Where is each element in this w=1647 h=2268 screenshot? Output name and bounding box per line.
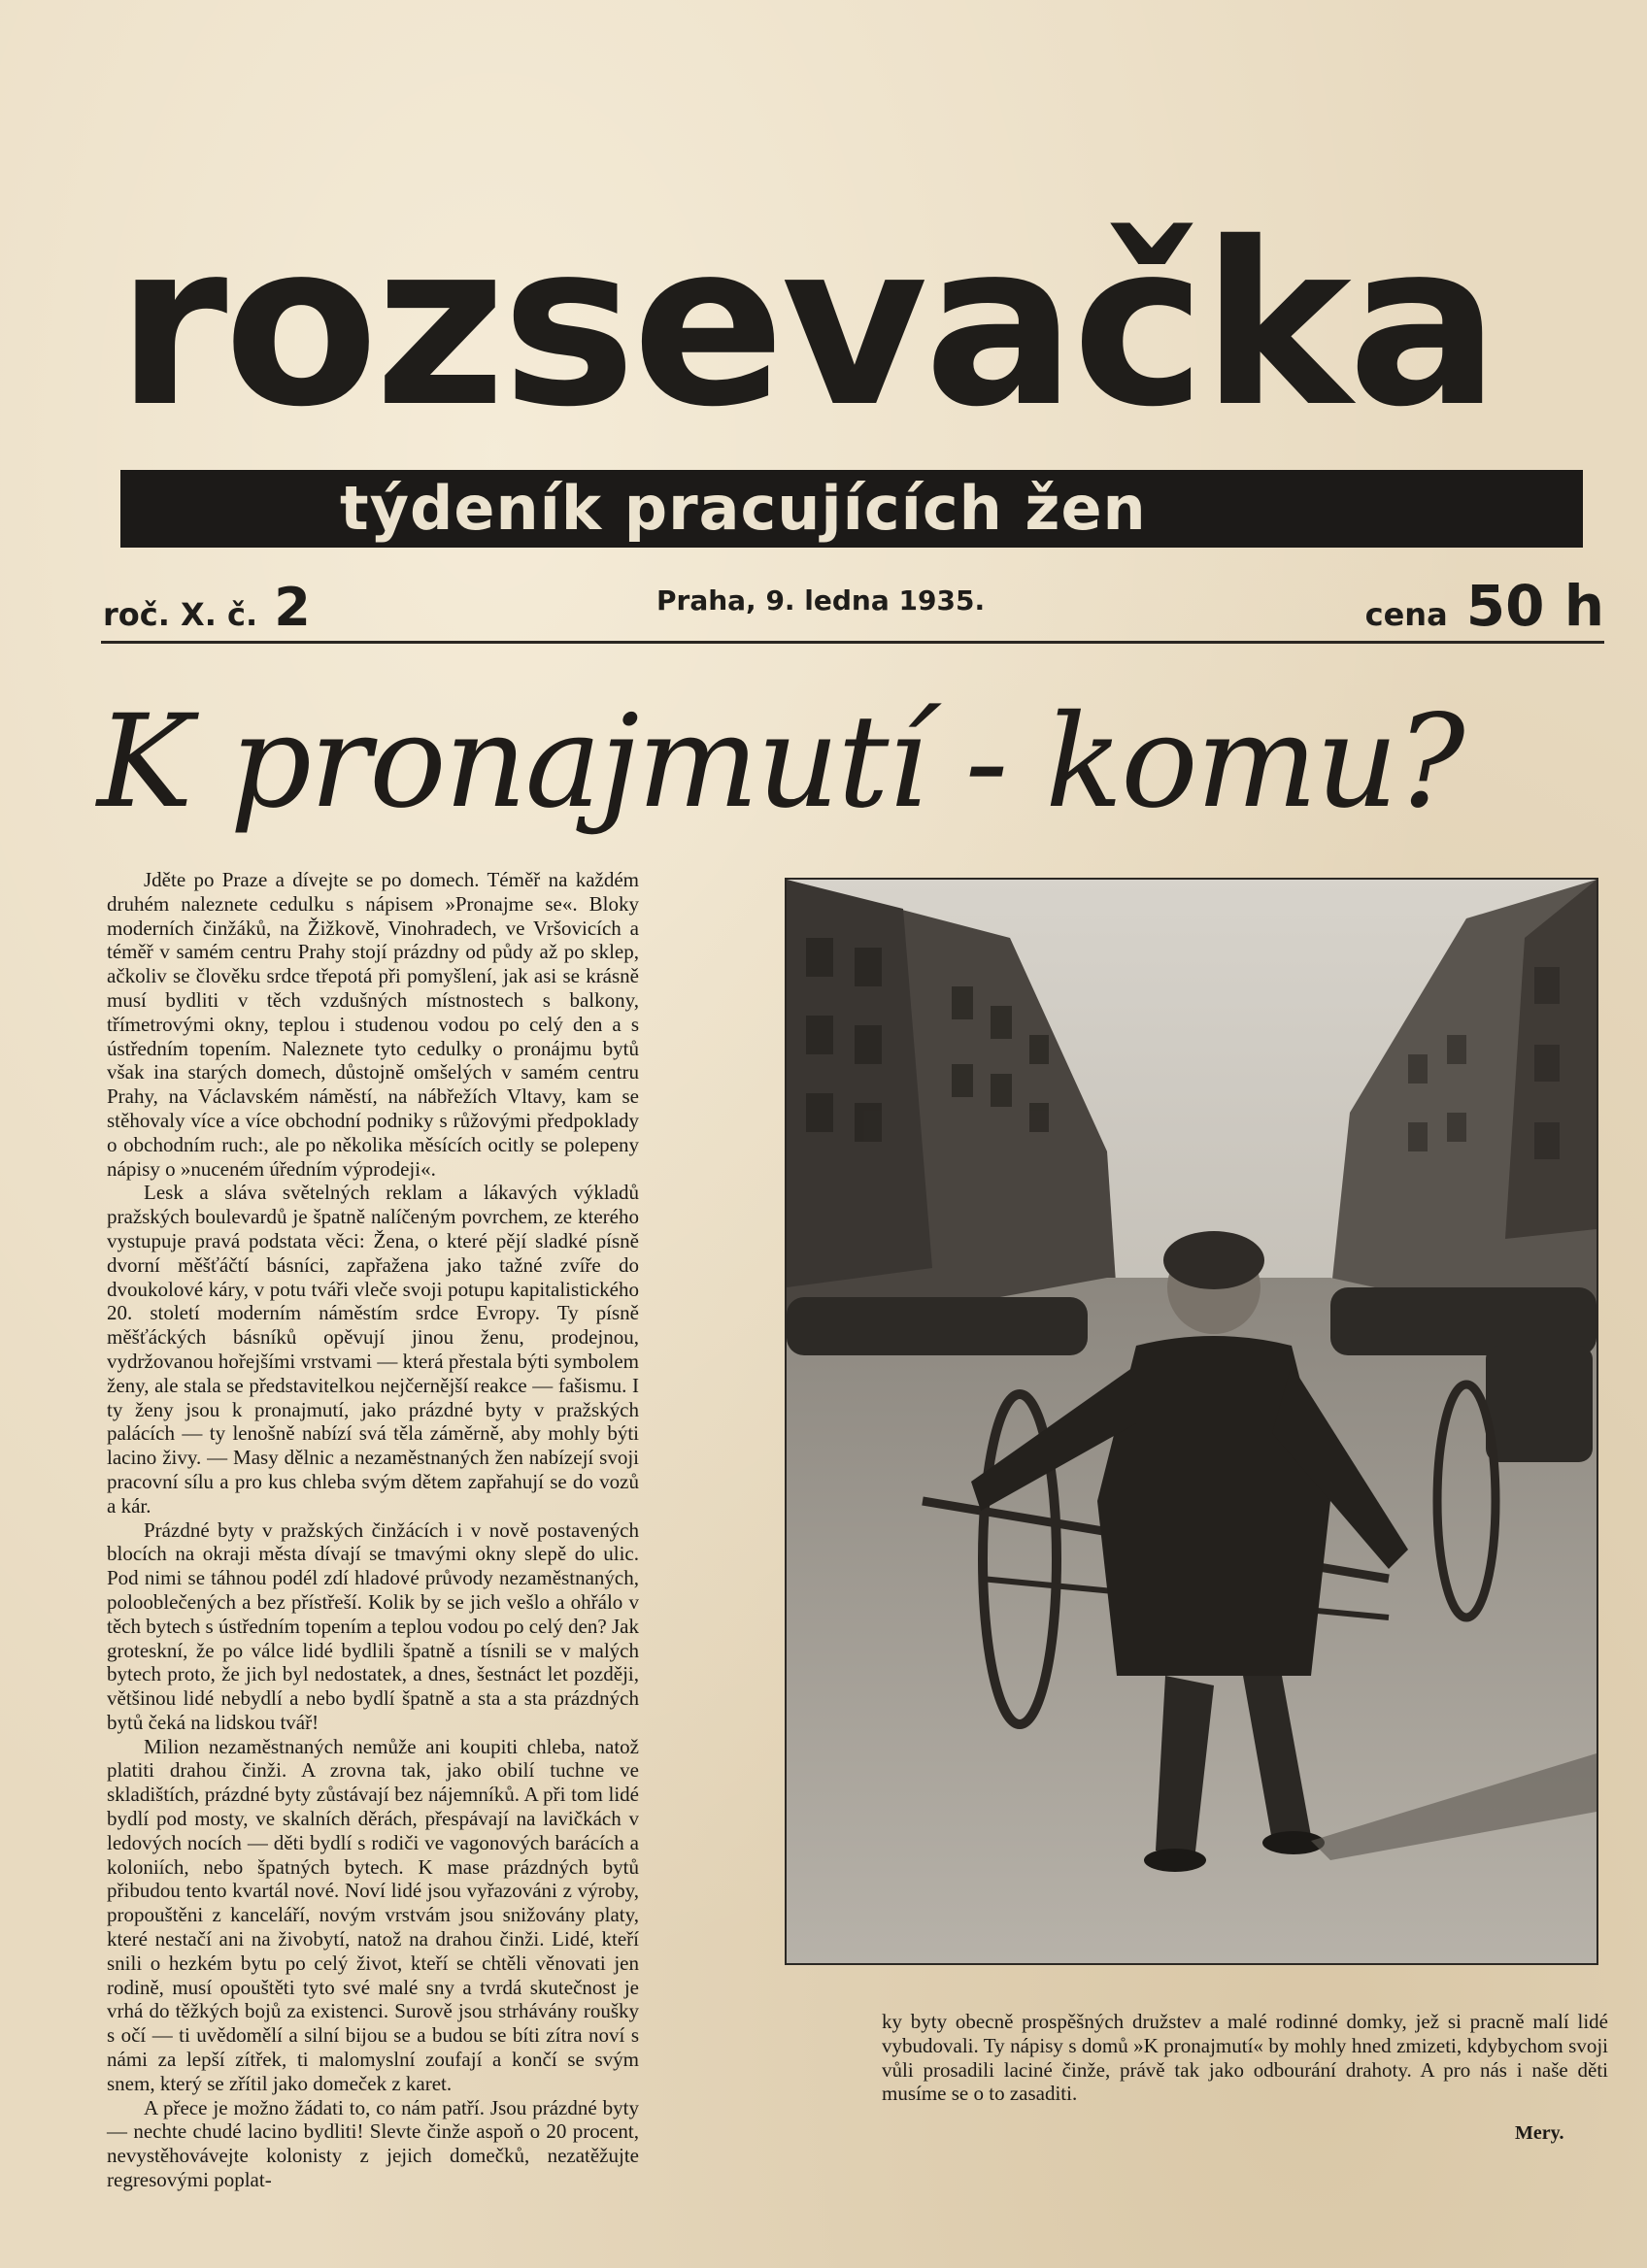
price-label: cena (1364, 596, 1448, 633)
article-paragraph: Lesk a sláva světelných reklam a lákavých výkladů pražských boulevardů je špatně nalíčeným povrchem, ze kterého vystupuje pravá podstata věci: Žena, o které pějí sladké písně dvorní měšťáčtí básníci, zapřažena jako tažné zvíře do dvoukolové káry, v potu tváři vleče svoji potupu kapitalistického 20. století moderním náměstím srdce Evropy. Ty písně měšťáckých básníků opěvují jinou ženu, prodejnou, vydržovanou hořejšími vrstvami — která přestala býti symbolem ženy, ale stala se představitelkou nejčernější reakce — fašismu. I ty ženy jsou k pronajmutí, jako prázdné byty v pražských palácích — ty lenošně nabízí svá těla záměrně, aby mohly býti lacino živy. — Masy dělnic a nezaměstnaných žen nabízejí svoji pracovní sílu a pro kus chleba svým dětem zapřahují se do vozů a kár. (107, 1181, 639, 1518)
article-paragraph: Milion nezaměstnaných nemůže ani koupiti chleba, natož platiti drahou činži. A zrovna tak, jako obilí tuchne ve skladištích, prázdné byty zůstávají bez nájemníků. A při tom lidé bydlí pod mosty, ve skalních děrách, přespávají na lavičkách v ledových nocích — děti bydlí s rodiči ve vagonových barácích a koloniích, nebo špatných bytech. K mase prázdných bytů přibudou tento kvartál nové. Noví lidé jsou vyřazováni z výroby, propouštěni z kanceláří, novým vrstvám jsou snižovány platy, které nestačí ani na živobytí, natož na drahou činži. Lidé, kteří snili o hezkém bytu po celý život, kteří se chtěli věnovati jen rodině, musí opouštěti tyto své malé sny a tvrdá skutečnost je vrhá do těžkých bojů za existenci. Surově jsou strhávány roušky s očí — ti uvědomělí a silní bijou se a budou se bíti zítra noví s námi za lepší zítřek, ti malomyslní zoufají a končí se svým snem, který se zřítil jako domeček z karet. (107, 1734, 639, 2095)
issue-block (103, 577, 311, 638)
masthead-title: rozsevačka (117, 194, 1496, 456)
woman-pulling-cart-photo (787, 880, 1597, 1963)
article-right-column (882, 2010, 1608, 2146)
masthead-tagline: týdeník pracujících žen (120, 470, 1583, 548)
price-value: 50 h (1465, 573, 1604, 639)
article-left-column (107, 868, 639, 2192)
article-photo (785, 878, 1598, 1965)
article-paragraph: Prázdné byty v pražských činžácích i v nově postavených blocích na okraji města dívají se tmavými okny slepě do ulic. Pod nimi se táhnou podél zdí hladové průvody nezaměstnaných, polooblečených a bez přístřeší. Kolik by se jich vešlo a ohřálo v těch bytech s ústředním topením a teplou vodou po celý den? Jak groteskní, že po válce lidé bydlili špatně a tísnili se v malých bytech proto, že jich byl nedostatek, a dnes, šestnáct let později, většinou lidé nebydlí a nebo bydlí špatně a sta a sta prázdných bytů čeká na lidskou tvář! (107, 1518, 639, 1734)
article-paragraph: A přece je možno žádati to, co nám patří. Jsou prázdné byty — nechte chudé lacino bydliti! Slevte činže aspoň o 20 procent, nevystěhovávejte kolonisty z jejich domečků, nezatěžujte regresovými poplat- (107, 2095, 639, 2192)
price-block (1365, 573, 1604, 639)
dateline: Praha, 9. ledna 1935. (656, 584, 986, 617)
author-signature: Mery. (1515, 2122, 1564, 2144)
issue-info-line (103, 567, 1604, 639)
article-paragraph-continued: ky byty obecně prospěšných družstev a malé rodinné domky, jež si pracně malí lidé vybudovali. Ty nápisy s domů »K pronajmutí« by mohly hned zmizeti, kdybychom svoji vůli prosadili laciné činže, právě tak jako odbourání drahoty. A pro nás i naše děti musíme se o to zasaditi. (882, 2010, 1608, 2106)
header-rule (101, 641, 1604, 644)
article-paragraph: Jděte po Praze a dívejte se po domech. Téměř na každém druhém naleznete cedulku s nápisem »Pronajme se«. Bloky moderních činžáků, na Žižkově, Vinohradech, ve Vršovicích a téměř v samém centru Prahy stojí prázdny od půdy až po sklep, ačkoliv se člověku srdce třepotá při pomyšlení, jak asi se krásně musí bydliti v těch vzdušných místnostech s balkony, třímetrovými okny, teplou i studenou vodou po celý den a s ústředním topením. Naleznete tyto cedulky o pronájmu bytů však ina starých domech, důstojně omšelých v samém centru Prahy, na Václavském náměstí, na nábřežích Vltavy, kam se stěhovaly více a více obchodní podniky s růžovými předpoklady o obchodním ruch:, ale po několika měsících ocitly se polepeny nápisy o »nuceném úředním výprodeji«. (107, 868, 639, 1181)
issue-number: 2 (274, 577, 311, 638)
issue-label: roč. X. č. (103, 596, 258, 633)
article-headline: K pronajmutí - komu? (97, 687, 1463, 837)
